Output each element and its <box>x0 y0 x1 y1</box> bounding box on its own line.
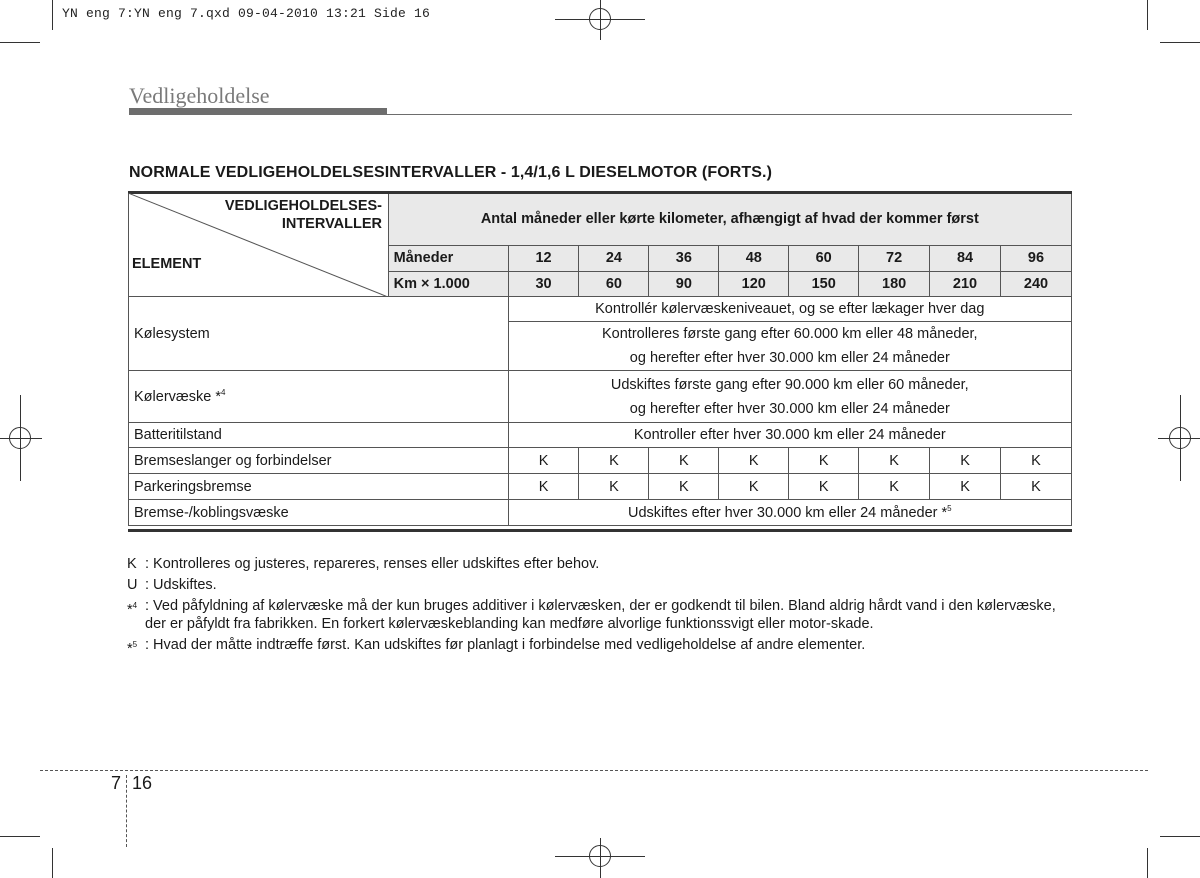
km-value: 180 <box>859 271 930 297</box>
chapter-number: 7 <box>111 773 122 793</box>
row-text-line: og herefter efter hver 30.000 km eller 24 måneder <box>629 350 950 366</box>
table-row <box>129 474 1072 500</box>
row-label: Bremse-/koblingsvæske <box>129 500 509 526</box>
footnote-marker: 5 <box>132 640 138 649</box>
row-text: Kontrollér kølervæskeniveauet, og se efter lækager hver dag <box>508 297 1071 322</box>
footnote-star: * <box>127 640 133 657</box>
interval-cell: K <box>859 474 930 500</box>
row-text <box>508 500 1071 526</box>
footnote-text: : Kontrolleres og justeres, repareres, renses eller udskiftes efter behov. <box>145 556 600 572</box>
interval-cell: K <box>508 448 579 474</box>
row-label: Bremseslanger og forbindelser <box>129 448 509 474</box>
interval-cell: K <box>859 448 930 474</box>
months-value: 84 <box>930 246 1001 271</box>
months-value: 12 <box>508 246 579 271</box>
table-row <box>129 297 1072 322</box>
footnote-text: : Hvad der måtte indtræffe først. Kan udskiftes før planlagt i forbindelse med vedligeholdelse af andre elementer. <box>145 637 866 653</box>
footnote-key: U <box>127 577 138 593</box>
km-value: 60 <box>579 271 649 297</box>
crop-mark <box>1160 42 1200 43</box>
page-number <box>111 773 152 794</box>
row-text: Kontroller efter hver 30.000 km eller 24 måneder <box>508 423 1071 448</box>
crop-mark <box>1147 848 1148 878</box>
footnote-marker: 5 <box>947 504 952 514</box>
km-value: 90 <box>649 271 719 297</box>
reg-mark-circle <box>1169 427 1191 449</box>
reg-mark-circle <box>9 427 31 449</box>
row-text <box>508 371 1071 423</box>
km-value: 210 <box>930 271 1001 297</box>
row-text-line: Udskiftes første gang efter 90.000 km eller 60 måneder, <box>610 376 969 393</box>
row-label: Parkeringsbremse <box>129 474 509 500</box>
footnote-5 <box>127 636 1062 657</box>
crop-mark <box>1147 0 1148 30</box>
corner-header-line: VEDLIGEHOLDELSES- <box>224 198 382 214</box>
reg-mark-circle <box>589 845 611 867</box>
interval-cell: K <box>1000 474 1071 500</box>
row-label: Kølesystem <box>129 297 509 371</box>
interval-cell: K <box>579 448 649 474</box>
months-value: 48 <box>719 246 789 271</box>
footnote-text: : Udskiftes. <box>145 577 217 593</box>
km-value: 120 <box>719 271 789 297</box>
months-value: 36 <box>649 246 719 271</box>
section-title: NORMALE VEDLIGEHOLDELSESINTERVALLER - 1,4/1,6 L DIESELMOTOR (FORTS.) <box>129 164 773 181</box>
km-value: 240 <box>1000 271 1071 297</box>
row-label <box>129 371 509 423</box>
row-text-line: og herefter efter hver 30.000 km eller 24 måneder <box>629 400 950 417</box>
interval-cell: K <box>649 448 719 474</box>
interval-cell: K <box>1000 448 1071 474</box>
km-label: Km × 1.000 <box>388 271 508 297</box>
page-num: 16 <box>132 773 153 793</box>
footnotes <box>127 555 1062 657</box>
crop-mark <box>52 0 53 30</box>
row-label-text: Kølervæske * <box>134 388 222 405</box>
corner-header-intervals <box>200 197 382 233</box>
interval-cell: K <box>719 448 789 474</box>
footnote-u <box>127 576 1062 594</box>
crop-mark <box>0 42 40 43</box>
interval-cell: K <box>508 474 579 500</box>
row-text-line: Udskiftes efter hver 30.000 km eller 24 måneder * <box>627 504 948 521</box>
span-header: Antal måneder eller kørte kilometer, afhængigt af hvad der kommer først <box>388 193 1071 246</box>
corner-header-line: INTERVALLER <box>281 216 382 232</box>
months-value: 24 <box>579 246 649 271</box>
months-value: 72 <box>859 246 930 271</box>
crop-mark <box>1160 836 1200 837</box>
interval-cell: K <box>789 448 859 474</box>
footnote-key <box>127 597 137 619</box>
footnote-text: : Ved påfyldning af kølervæske må der kun bruges additiver i kølervæsken, der er godkendt til bilen. Bland aldrig hårdt vand i den kølervæske, der er påfyldt fra fabrikken. En forkert kølervæskeblanding kan medføre alvorlige funktionssvigt eller motor-skade. <box>145 598 1056 632</box>
months-value: 96 <box>1000 246 1071 271</box>
row-label: Batteritilstand <box>129 423 509 448</box>
table-row <box>129 448 1072 474</box>
crop-mark <box>0 836 40 837</box>
table-row <box>129 371 1072 423</box>
table-row <box>129 423 1072 448</box>
corner-header-element: ELEMENT <box>132 256 202 272</box>
interval-cell: K <box>579 474 649 500</box>
interval-cell: K <box>719 474 789 500</box>
title-underline-bar <box>129 108 387 115</box>
footnote-marker: 4 <box>221 388 226 398</box>
table-bottom-border <box>128 529 1072 532</box>
print-slug: YN eng 7:YN eng 7.qxd 09-04-2010 13:21 Side 16 <box>62 6 431 21</box>
interval-cell: K <box>930 448 1001 474</box>
interval-cell: K <box>649 474 719 500</box>
interval-cell: K <box>930 474 1001 500</box>
footnote-star: * <box>127 601 133 618</box>
footer-dashed-rule <box>40 770 1148 771</box>
interval-cell: K <box>789 474 859 500</box>
row-text <box>508 322 1071 371</box>
months-label: Måneder <box>388 246 508 271</box>
reg-mark-circle <box>589 8 611 30</box>
footnote-key: K <box>127 556 137 572</box>
footnote-k <box>127 555 1062 573</box>
page-title: Vedligeholdelse <box>129 83 270 108</box>
table-row <box>129 500 1072 526</box>
footnote-key <box>127 636 137 658</box>
title-underline-rule <box>387 114 1072 115</box>
footnote-4 <box>127 597 1062 633</box>
crop-mark <box>52 848 53 878</box>
row-text-line: Kontrolleres første gang efter 60.000 km eller 48 måneder, <box>601 326 978 342</box>
months-value: 60 <box>789 246 859 271</box>
km-value: 30 <box>508 271 579 297</box>
footnote-marker: 4 <box>132 601 138 610</box>
km-value: 150 <box>789 271 859 297</box>
